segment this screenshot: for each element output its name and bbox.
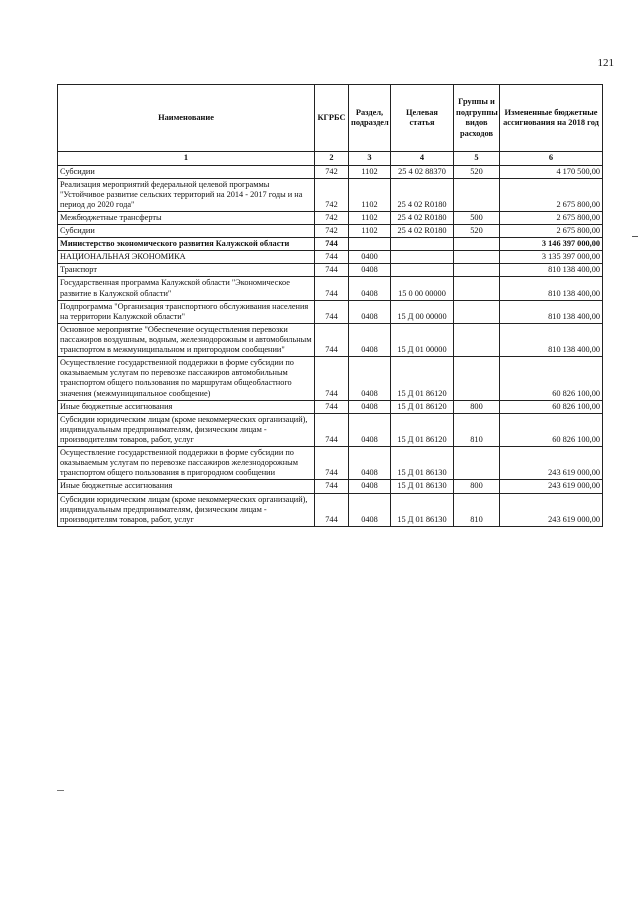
row-group	[454, 447, 500, 480]
header-amount: Измененные бюджетные ассигнования на 2018 год	[500, 85, 603, 152]
row-kgrbs: 744	[315, 447, 349, 480]
edge-mark	[632, 236, 638, 237]
row-section: 0400	[349, 251, 391, 264]
row-group	[454, 178, 500, 211]
table-row	[58, 264, 603, 277]
row-kgrbs: 744	[315, 493, 349, 526]
row-target	[391, 264, 454, 277]
row-target: 15 Д 01 86120	[391, 413, 454, 446]
row-kgrbs: 744	[315, 400, 349, 413]
row-name: Реализация мероприятий федеральной целевой программы "Устойчивое развитие сельских территорий на 2014 - 2017 годы и на период до 2020 года"	[58, 178, 315, 211]
row-name: Иные бюджетные ассигнования	[58, 400, 315, 413]
row-group: 800	[454, 480, 500, 493]
column-number: 1	[58, 152, 315, 166]
edge-mark	[57, 790, 64, 791]
row-amount: 60 826 100,00	[500, 357, 603, 400]
row-amount: 3 146 397 000,00	[500, 238, 603, 251]
row-amount: 2 675 800,00	[500, 178, 603, 211]
column-number-row	[58, 152, 603, 166]
row-kgrbs: 744	[315, 300, 349, 323]
table-row	[58, 357, 603, 400]
row-name: Подпрограмма "Организация транспортного обслуживания населения на территории Калужской области"	[58, 300, 315, 323]
row-group	[454, 251, 500, 264]
row-section: 1102	[349, 211, 391, 224]
table-row	[58, 413, 603, 446]
header-section: Раздел, подраздел	[349, 85, 391, 152]
row-amount: 810 138 400,00	[500, 277, 603, 300]
row-target: 15 Д 01 86120	[391, 357, 454, 400]
row-section: 0408	[349, 400, 391, 413]
column-number: 4	[391, 152, 454, 166]
column-number: 2	[315, 152, 349, 166]
table-row	[58, 493, 603, 526]
row-section: 0408	[349, 277, 391, 300]
row-name: Субсидии	[58, 165, 315, 178]
row-amount: 243 619 000,00	[500, 447, 603, 480]
row-kgrbs: 744	[315, 480, 349, 493]
row-group	[454, 300, 500, 323]
header-name: Наименование	[58, 85, 315, 152]
table-row	[58, 300, 603, 323]
row-amount: 243 619 000,00	[500, 480, 603, 493]
row-group	[454, 238, 500, 251]
row-target: 15 Д 01 86130	[391, 480, 454, 493]
header-group: Группы и подгруппы видов расходов	[454, 85, 500, 152]
table-body	[58, 165, 603, 526]
row-kgrbs: 744	[315, 357, 349, 400]
column-number: 3	[349, 152, 391, 166]
row-target: 15 Д 00 00000	[391, 300, 454, 323]
row-name: Субсидии юридическим лицам (кроме некоммерческих организаций), индивидуальным предпринимателям, физическим лицам - производителям товаров, работ, услуг	[58, 493, 315, 526]
row-section: 0408	[349, 300, 391, 323]
row-group: 800	[454, 400, 500, 413]
row-section: 0408	[349, 264, 391, 277]
table-row	[58, 277, 603, 300]
row-section: 0408	[349, 447, 391, 480]
row-kgrbs: 742	[315, 211, 349, 224]
row-amount: 60 826 100,00	[500, 400, 603, 413]
table-row	[58, 447, 603, 480]
row-kgrbs: 744	[315, 323, 349, 356]
row-name: Межбюджетные трансферты	[58, 211, 315, 224]
table-row	[58, 211, 603, 224]
row-kgrbs: 744	[315, 277, 349, 300]
row-amount: 4 170 500,00	[500, 165, 603, 178]
table-row	[58, 323, 603, 356]
row-name: НАЦИОНАЛЬНАЯ ЭКОНОМИКА	[58, 251, 315, 264]
row-name: Субсидии юридическим лицам (кроме некоммерческих организаций), индивидуальным предпринимателям, физическим лицам - производителям товаров, работ, услуг	[58, 413, 315, 446]
row-kgrbs: 744	[315, 251, 349, 264]
row-group: 520	[454, 225, 500, 238]
row-name: Государственная программа Калужской области "Экономическое развитие в Калужской области"	[58, 277, 315, 300]
row-kgrbs: 742	[315, 165, 349, 178]
row-name: Иные бюджетные ассигнования	[58, 480, 315, 493]
row-target: 15 Д 01 00000	[391, 323, 454, 356]
row-section: 0408	[349, 480, 391, 493]
row-target: 25 4 02 R0180	[391, 225, 454, 238]
table-row	[58, 238, 603, 251]
header-kgrbs: КГРБС	[315, 85, 349, 152]
row-group: 810	[454, 493, 500, 526]
row-group	[454, 357, 500, 400]
row-amount: 3 135 397 000,00	[500, 251, 603, 264]
header-row	[58, 85, 603, 152]
row-target: 25 4 02 R0180	[391, 178, 454, 211]
row-section: 1102	[349, 165, 391, 178]
row-kgrbs: 744	[315, 238, 349, 251]
row-group	[454, 264, 500, 277]
column-number: 5	[454, 152, 500, 166]
row-group	[454, 277, 500, 300]
row-target: 25 4 02 88370	[391, 165, 454, 178]
row-name: Транспорт	[58, 264, 315, 277]
row-amount: 2 675 800,00	[500, 225, 603, 238]
row-name: Министерство экономического развития Калужской области	[58, 238, 315, 251]
row-section: 0408	[349, 323, 391, 356]
row-amount: 60 826 100,00	[500, 413, 603, 446]
row-name: Осуществление государственной поддержки в форме субсидии по оказываемым услугам по перевозке пассажиров автомобильным транспортом общего пользования по маршрутам общеобластного значения (межмуниципальное сообщение)	[58, 357, 315, 400]
row-kgrbs: 742	[315, 178, 349, 211]
row-group: 810	[454, 413, 500, 446]
row-target: 25 4 02 R0180	[391, 211, 454, 224]
row-group: 520	[454, 165, 500, 178]
row-section: 0408	[349, 357, 391, 400]
table-row	[58, 251, 603, 264]
column-number: 6	[500, 152, 603, 166]
row-amount: 810 138 400,00	[500, 300, 603, 323]
row-kgrbs: 742	[315, 225, 349, 238]
row-amount: 2 675 800,00	[500, 211, 603, 224]
row-name: Субсидии	[58, 225, 315, 238]
row-amount: 810 138 400,00	[500, 264, 603, 277]
row-section: 1102	[349, 225, 391, 238]
row-amount: 810 138 400,00	[500, 323, 603, 356]
row-amount: 243 619 000,00	[500, 493, 603, 526]
page-number: 121	[597, 57, 614, 69]
row-target	[391, 251, 454, 264]
row-section: 0408	[349, 413, 391, 446]
header-target: Целевая статья	[391, 85, 454, 152]
row-kgrbs: 744	[315, 413, 349, 446]
row-kgrbs: 744	[315, 264, 349, 277]
table-row	[58, 480, 603, 493]
row-section: 1102	[349, 178, 391, 211]
table-row	[58, 400, 603, 413]
table-row	[58, 165, 603, 178]
budget-table	[57, 84, 603, 527]
row-target: 15 0 00 00000	[391, 277, 454, 300]
row-target	[391, 238, 454, 251]
row-target: 15 Д 01 86120	[391, 400, 454, 413]
row-group: 500	[454, 211, 500, 224]
row-name: Основное мероприятие "Обеспечение осуществления перевозки пассажиров воздушным, водным, железнодорожным и автомобильным транспортом в межмуниципальном и пригородном сообщении"	[58, 323, 315, 356]
row-target: 15 Д 01 86130	[391, 447, 454, 480]
row-section: 0408	[349, 493, 391, 526]
row-name: Осуществление государственной поддержки в форме субсидии по оказываемым услугам по перевозке пассажиров железнодорожным транспортом общего пользования в пригородном сообщении	[58, 447, 315, 480]
table-row	[58, 178, 603, 211]
row-group	[454, 323, 500, 356]
row-section	[349, 238, 391, 251]
row-target: 15 Д 01 86130	[391, 493, 454, 526]
table-row	[58, 225, 603, 238]
